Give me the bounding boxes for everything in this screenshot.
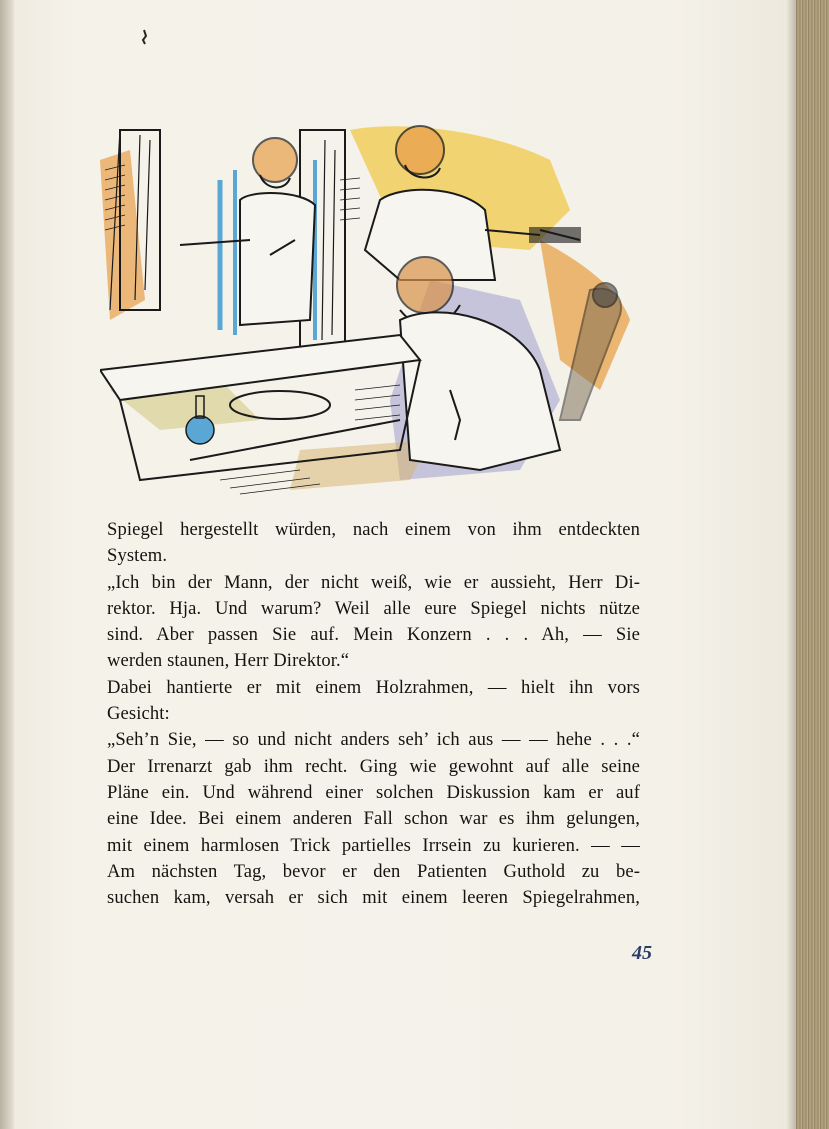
text-line: Spiegel hergestellt würden, nach einem von ihm entdeckten [107,519,640,540]
text-line: suchen kam, versah er sich mit einem leeren Spiegelrahmen, [107,887,640,909]
text-line: sind. Aber passen Sie auf. Mein Konzern . . . Ah, — Sie [107,624,640,646]
book-page-stack-edge [796,0,829,1129]
text-line: „Seh’n Sie, — so und nicht anders seh’ ich aus — — hehe . . .“ [107,729,640,751]
barber-mirror-illustration [100,120,640,498]
text-line: rektor. Hja. Und warum? Weil alle eure Spiegel nichts nütze [107,597,640,619]
customer-figure [397,257,560,470]
page-number: 45 [632,942,652,964]
barber-reflection [180,138,315,325]
text-line: eine Idee. Bei einem anderen Fall schon war es ihm gelungen, [107,808,640,830]
text-line: Gesicht: [107,703,170,725]
body-text [107,517,640,911]
page-left-edge [0,0,14,1129]
text-line: „Ich bin der Mann, der nicht weiß, wie er aussieht, Herr Di- [107,571,640,593]
text-line: Pläne ein. Und während einer solchen Diskussion kam er auf [107,781,640,803]
text-line: mit einem harmlosen Trick partielles Irrsein zu kurieren. — — [107,834,640,856]
text-line: Dabei hantierte er mit einem Holzrahmen, — hielt ihn vors [107,676,640,698]
text-line: Am nächsten Tag, bevor er den Patienten Guthold zu be- [107,860,640,882]
text-line: System. [107,545,168,567]
text-line: Der Irrenarzt gab ihm recht. Ging wie gewohnt auf alle seine [107,755,640,777]
text-line: werden staunen, Herr Direktor.“ [107,650,350,672]
ink-speck [140,28,150,46]
